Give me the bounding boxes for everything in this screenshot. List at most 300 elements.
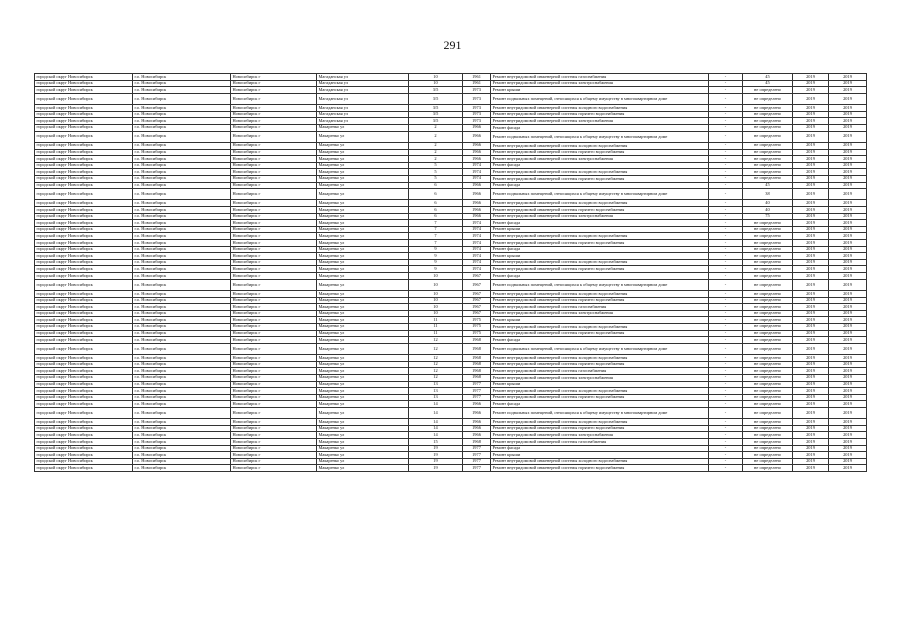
municipality-cell: городской округ Новосибирск: [35, 246, 133, 253]
year-from-cell: 2019: [793, 226, 829, 233]
cost-cell: не определено: [743, 273, 793, 280]
work-type-cell: Ремонт фасада: [491, 401, 709, 408]
year-to-cell: 2019: [829, 142, 867, 149]
locality-cell: Новосибирск г: [231, 175, 317, 182]
municipality-cell: городской округ Новосибирск: [35, 131, 133, 142]
house-number-cell: 3/5: [409, 111, 463, 118]
cost-cell: не определено: [743, 323, 793, 330]
year-to-cell: 2019: [829, 233, 867, 240]
table-row: [35, 279, 867, 290]
house-number-cell: 10: [409, 304, 463, 311]
year-built-cell: 1966: [463, 131, 491, 142]
year-to-cell: 2019: [829, 105, 867, 112]
cost-cell: 45: [743, 182, 793, 189]
locality-cell: Новосибирск г: [231, 343, 317, 354]
locality-cell: Новосибирск г: [231, 388, 317, 395]
year-to-cell: 2019: [829, 131, 867, 142]
municipality-cell: городской округ Новосибирск: [35, 213, 133, 220]
year-built-cell: 1977: [463, 381, 491, 388]
table-row: [35, 458, 867, 465]
locality-cell: Новосибирск г: [231, 323, 317, 330]
street-cell: Макаренко ул: [317, 200, 409, 207]
municipality-cell: городской округ Новосибирск: [35, 401, 133, 408]
year-from-cell: 2019: [793, 259, 829, 266]
settlement-cell: г.о. Новосибирск: [133, 74, 231, 81]
year-built-cell: 1974: [463, 226, 491, 233]
table-row: [35, 240, 867, 247]
dash-cell: -: [709, 361, 743, 368]
year-from-cell: 2019: [793, 317, 829, 324]
locality-cell: Новосибирск г: [231, 465, 317, 472]
municipality-cell: городской округ Новосибирск: [35, 233, 133, 240]
table-row: [35, 445, 867, 452]
table-row: [35, 80, 867, 87]
settlement-cell: г.о. Новосибирск: [133, 458, 231, 465]
year-to-cell: 2019: [829, 279, 867, 290]
year-from-cell: 2019: [793, 207, 829, 214]
cost-cell: не определено: [743, 388, 793, 395]
locality-cell: Новосибирск г: [231, 169, 317, 176]
work-type-cell: Ремонт внутридомовой инженерной системы газоснабжения: [491, 439, 709, 446]
house-number-cell: 6: [409, 213, 463, 220]
year-to-cell: 2019: [829, 323, 867, 330]
table-row: [35, 200, 867, 207]
street-cell: Макаренко ул: [317, 394, 409, 401]
house-number-cell: 9: [409, 266, 463, 273]
dash-cell: -: [709, 279, 743, 290]
year-from-cell: 2019: [793, 310, 829, 317]
year-to-cell: 2019: [829, 200, 867, 207]
year-from-cell: 2019: [793, 266, 829, 273]
municipality-cell: городской округ Новосибирск: [35, 361, 133, 368]
dash-cell: -: [709, 87, 743, 94]
table-row: [35, 175, 867, 182]
work-type-cell: Ремонт подвальных помещений, относящихся к общему имуществу в многоквартирном доме: [491, 279, 709, 290]
street-cell: Макаренко ул: [317, 182, 409, 189]
locality-cell: Новосибирск г: [231, 394, 317, 401]
table-row: [35, 87, 867, 94]
settlement-cell: г.о. Новосибирск: [133, 213, 231, 220]
work-type-cell: Ремонт внутридомовой инженерной системы горячего водоснабжения: [491, 175, 709, 182]
work-type-cell: Ремонт внутридомовой инженерной системы горячего водоснабжения: [491, 297, 709, 304]
dash-cell: -: [709, 337, 743, 344]
year-from-cell: 2019: [793, 220, 829, 227]
table-row: [35, 74, 867, 81]
house-number-cell: 14: [409, 401, 463, 408]
house-number-cell: 12: [409, 343, 463, 354]
street-cell: Макаренко ул: [317, 368, 409, 375]
house-number-cell: 10: [409, 310, 463, 317]
dash-cell: -: [709, 273, 743, 280]
work-type-cell: Ремонт внутридомовой инженерной системы горячего водоснабжения: [491, 111, 709, 118]
table-row: [35, 266, 867, 273]
work-type-cell: Ремонт внутридомовой инженерной системы горячего водоснабжения: [491, 465, 709, 472]
year-from-cell: 2019: [793, 169, 829, 176]
year-from-cell: 2019: [793, 361, 829, 368]
year-built-cell: 1966: [463, 432, 491, 439]
municipality-cell: городской округ Новосибирск: [35, 169, 133, 176]
settlement-cell: г.о. Новосибирск: [133, 279, 231, 290]
year-from-cell: 2019: [793, 131, 829, 142]
street-cell: Макаренко ул: [317, 226, 409, 233]
year-from-cell: 2019: [793, 439, 829, 446]
dash-cell: -: [709, 182, 743, 189]
year-from-cell: 2019: [793, 381, 829, 388]
dash-cell: -: [709, 156, 743, 163]
cost-cell: не определено: [743, 169, 793, 176]
year-built-cell: 1966: [463, 407, 491, 418]
year-built-cell: 1975: [463, 323, 491, 330]
year-built-cell: 1967: [463, 304, 491, 311]
settlement-cell: г.о. Новосибирск: [133, 394, 231, 401]
year-to-cell: 2019: [829, 445, 867, 452]
house-number-cell: 10: [409, 279, 463, 290]
house-number-cell: 12: [409, 361, 463, 368]
year-built-cell: 1966: [463, 182, 491, 189]
municipality-cell: городской округ Новосибирск: [35, 279, 133, 290]
cost-cell: не определено: [743, 310, 793, 317]
work-type-cell: Ремонт внутридомовой инженерной системы электроснабжения: [491, 213, 709, 220]
cost-cell: не определено: [743, 337, 793, 344]
year-built-cell: 1973: [463, 87, 491, 94]
municipality-cell: городской округ Новосибирск: [35, 162, 133, 169]
street-cell: Макаренко ул: [317, 156, 409, 163]
cost-cell: не определено: [743, 419, 793, 426]
table-row: [35, 156, 867, 163]
dash-cell: -: [709, 394, 743, 401]
year-built-cell: 1977: [463, 458, 491, 465]
municipality-cell: городской округ Новосибирск: [35, 368, 133, 375]
table-row: [35, 253, 867, 260]
year-to-cell: 2019: [829, 124, 867, 131]
cost-cell: 38: [743, 189, 793, 200]
municipality-cell: городской округ Новосибирск: [35, 310, 133, 317]
street-cell: Макаренко ул: [317, 317, 409, 324]
street-cell: Макаренко ул: [317, 259, 409, 266]
table-row: [35, 226, 867, 233]
street-cell: Макаренко ул: [317, 240, 409, 247]
work-type-cell: Ремонт внутридомовой инженерной системы холодного водоснабжения: [491, 323, 709, 330]
work-type-cell: Ремонт внутридомовой инженерной системы холодного водоснабжения: [491, 419, 709, 426]
cost-cell: не определено: [743, 368, 793, 375]
house-number-cell: 13: [409, 394, 463, 401]
cost-cell: не определено: [743, 266, 793, 273]
year-to-cell: 2019: [829, 80, 867, 87]
locality-cell: Новосибирск г: [231, 131, 317, 142]
cost-cell: не определено: [743, 465, 793, 472]
table-row: [35, 291, 867, 298]
year-to-cell: 2019: [829, 355, 867, 362]
year-to-cell: 2019: [829, 220, 867, 227]
locality-cell: Новосибирск г: [231, 452, 317, 459]
street-cell: Макаренко ул: [317, 407, 409, 418]
year-to-cell: 2019: [829, 74, 867, 81]
work-type-cell: Ремонт фасада: [491, 124, 709, 131]
settlement-cell: г.о. Новосибирск: [133, 131, 231, 142]
year-from-cell: 2019: [793, 80, 829, 87]
settlement-cell: г.о. Новосибирск: [133, 259, 231, 266]
locality-cell: Новосибирск г: [231, 297, 317, 304]
cost-cell: не определено: [743, 317, 793, 324]
year-to-cell: 2019: [829, 297, 867, 304]
work-type-cell: Ремонт фасада: [491, 337, 709, 344]
street-cell: Магаданская ул: [317, 80, 409, 87]
year-built-cell: 1974: [463, 259, 491, 266]
year-from-cell: 2019: [793, 330, 829, 337]
year-built-cell: 1967: [463, 310, 491, 317]
year-built-cell: 1968: [463, 439, 491, 446]
house-number-cell: 12: [409, 368, 463, 375]
dash-cell: -: [709, 465, 743, 472]
year-to-cell: 2019: [829, 156, 867, 163]
cost-cell: не определено: [743, 156, 793, 163]
year-built-cell: 1974: [463, 169, 491, 176]
street-cell: Макаренко ул: [317, 374, 409, 381]
street-cell: Макаренко ул: [317, 246, 409, 253]
locality-cell: Новосибирск г: [231, 407, 317, 418]
year-built-cell: 1968: [463, 337, 491, 344]
year-to-cell: 2019: [829, 149, 867, 156]
street-cell: Макаренко ул: [317, 439, 409, 446]
year-built-cell: 1967: [463, 297, 491, 304]
cost-cell: не определено: [743, 105, 793, 112]
house-number-cell: 6: [409, 182, 463, 189]
table-row: [35, 207, 867, 214]
street-cell: Макаренко ул: [317, 337, 409, 344]
settlement-cell: г.о. Новосибирск: [133, 374, 231, 381]
year-built-cell: 1967: [463, 291, 491, 298]
street-cell: Макаренко ул: [317, 343, 409, 354]
street-cell: Магаданская ул: [317, 111, 409, 118]
year-from-cell: 2019: [793, 407, 829, 418]
street-cell: Макаренко ул: [317, 124, 409, 131]
dash-cell: -: [709, 253, 743, 260]
year-from-cell: 2019: [793, 273, 829, 280]
locality-cell: Новосибирск г: [231, 266, 317, 273]
work-type-cell: Ремонт крыши: [491, 226, 709, 233]
house-number-cell: 7: [409, 240, 463, 247]
year-built-cell: 1966: [463, 213, 491, 220]
work-type-cell: Ремонт фасада: [491, 162, 709, 169]
house-number-cell: 19: [409, 452, 463, 459]
house-number-cell: 12: [409, 374, 463, 381]
street-cell: Макаренко ул: [317, 291, 409, 298]
settlement-cell: г.о. Новосибирск: [133, 381, 231, 388]
table-row: [35, 169, 867, 176]
settlement-cell: г.о. Новосибирск: [133, 407, 231, 418]
capital-repair-table-sheet: [34, 73, 866, 472]
year-built-cell: 1974: [463, 240, 491, 247]
settlement-cell: г.о. Новосибирск: [133, 124, 231, 131]
house-number-cell: 2: [409, 124, 463, 131]
year-to-cell: 2019: [829, 465, 867, 472]
year-to-cell: 2019: [829, 253, 867, 260]
table-row: [35, 330, 867, 337]
year-from-cell: 2019: [793, 240, 829, 247]
dash-cell: -: [709, 317, 743, 324]
year-from-cell: 2019: [793, 124, 829, 131]
cost-cell: не определено: [743, 124, 793, 131]
dash-cell: -: [709, 388, 743, 395]
settlement-cell: г.о. Новосибирск: [133, 337, 231, 344]
locality-cell: Новосибирск г: [231, 162, 317, 169]
cost-cell: не определено: [743, 291, 793, 298]
year-built-cell: 1968: [463, 374, 491, 381]
house-number-cell: 5: [409, 175, 463, 182]
dash-cell: -: [709, 93, 743, 104]
year-to-cell: 2019: [829, 213, 867, 220]
locality-cell: Новосибирск г: [231, 381, 317, 388]
year-from-cell: 2019: [793, 175, 829, 182]
work-type-cell: Ремонт фасада: [491, 445, 709, 452]
settlement-cell: г.о. Новосибирск: [133, 142, 231, 149]
work-type-cell: Ремонт фасада: [491, 273, 709, 280]
street-cell: Макаренко ул: [317, 304, 409, 311]
cost-cell: не определено: [743, 118, 793, 125]
settlement-cell: г.о. Новосибирск: [133, 93, 231, 104]
municipality-cell: городской округ Новосибирск: [35, 142, 133, 149]
cost-cell: не определено: [743, 425, 793, 432]
municipality-cell: городской округ Новосибирск: [35, 273, 133, 280]
year-from-cell: 2019: [793, 200, 829, 207]
municipality-cell: городской округ Новосибирск: [35, 381, 133, 388]
cost-cell: не определено: [743, 343, 793, 354]
work-type-cell: Ремонт подвальных помещений, относящихся к общему имуществу в многоквартирном доме: [491, 93, 709, 104]
year-built-cell: 1974: [463, 220, 491, 227]
dash-cell: -: [709, 169, 743, 176]
table-row: [35, 304, 867, 311]
year-built-cell: 1974: [463, 162, 491, 169]
year-built-cell: 1973: [463, 118, 491, 125]
house-number-cell: 3/5: [409, 105, 463, 112]
work-type-cell: Ремонт крыши: [491, 253, 709, 260]
year-from-cell: 2019: [793, 445, 829, 452]
year-from-cell: 2019: [793, 87, 829, 94]
settlement-cell: г.о. Новосибирск: [133, 355, 231, 362]
year-from-cell: 2019: [793, 291, 829, 298]
year-from-cell: 2019: [793, 105, 829, 112]
year-to-cell: 2019: [829, 317, 867, 324]
year-to-cell: 2019: [829, 240, 867, 247]
year-from-cell: 2019: [793, 74, 829, 81]
municipality-cell: городской округ Новосибирск: [35, 226, 133, 233]
street-cell: Макаренко ул: [317, 452, 409, 459]
year-built-cell: 1977: [463, 465, 491, 472]
municipality-cell: городской округ Новосибирск: [35, 175, 133, 182]
street-cell: Макаренко ул: [317, 297, 409, 304]
work-type-cell: Ремонт фасада: [491, 182, 709, 189]
settlement-cell: г.о. Новосибирск: [133, 169, 231, 176]
work-type-cell: Ремонт внутридомовой инженерной системы электроснабжения: [491, 374, 709, 381]
work-type-cell: Ремонт фасада: [491, 220, 709, 227]
cost-cell: не определено: [743, 142, 793, 149]
street-cell: Макаренко ул: [317, 419, 409, 426]
house-number-cell: 14: [409, 425, 463, 432]
cost-cell: 45: [743, 74, 793, 81]
year-from-cell: 2019: [793, 374, 829, 381]
house-number-cell: 7: [409, 220, 463, 227]
street-cell: Магаданская ул: [317, 87, 409, 94]
dash-cell: -: [709, 240, 743, 247]
house-number-cell: 5: [409, 162, 463, 169]
table-row: [35, 419, 867, 426]
work-type-cell: Ремонт внутридомовой инженерной системы холодного водоснабжения: [491, 388, 709, 395]
street-cell: Макаренко ул: [317, 175, 409, 182]
year-built-cell: 1977: [463, 394, 491, 401]
street-cell: Макаренко ул: [317, 233, 409, 240]
settlement-cell: г.о. Новосибирск: [133, 233, 231, 240]
cost-cell: не определено: [743, 111, 793, 118]
year-from-cell: 2019: [793, 142, 829, 149]
cost-cell: не определено: [743, 279, 793, 290]
cost-cell: не определено: [743, 149, 793, 156]
dash-cell: -: [709, 355, 743, 362]
year-built-cell: 1966: [463, 401, 491, 408]
dash-cell: -: [709, 259, 743, 266]
dash-cell: -: [709, 131, 743, 142]
work-type-cell: Ремонт внутридомовой инженерной системы электроснабжения: [491, 310, 709, 317]
dash-cell: -: [709, 220, 743, 227]
work-type-cell: Ремонт внутридомовой инженерной системы газоснабжения: [491, 74, 709, 81]
house-number-cell: 5: [409, 169, 463, 176]
table-row: [35, 162, 867, 169]
street-cell: Магаданская ул: [317, 93, 409, 104]
work-type-cell: Ремонт внутридомовой инженерной системы холодного водоснабжения: [491, 105, 709, 112]
locality-cell: Новосибирск г: [231, 200, 317, 207]
municipality-cell: городской округ Новосибирск: [35, 291, 133, 298]
year-built-cell: 1975: [463, 330, 491, 337]
settlement-cell: г.о. Новосибирск: [133, 368, 231, 375]
settlement-cell: г.о. Новосибирск: [133, 419, 231, 426]
cost-cell: не определено: [743, 361, 793, 368]
work-type-cell: Ремонт внутридомовой инженерной системы горячего водоснабжения: [491, 240, 709, 247]
municipality-cell: городской округ Новосибирск: [35, 343, 133, 354]
house-number-cell: 7: [409, 226, 463, 233]
dash-cell: -: [709, 246, 743, 253]
dash-cell: -: [709, 266, 743, 273]
year-to-cell: 2019: [829, 207, 867, 214]
street-cell: Макаренко ул: [317, 149, 409, 156]
locality-cell: Новосибирск г: [231, 80, 317, 87]
house-number-cell: 10: [409, 297, 463, 304]
work-type-cell: Ремонт подвальных помещений, относящихся к общему имуществу в многоквартирном доме: [491, 343, 709, 354]
work-type-cell: Ремонт крыши: [491, 317, 709, 324]
table-row: [35, 213, 867, 220]
work-type-cell: Ремонт внутридомовой инженерной системы холодного водоснабжения: [491, 200, 709, 207]
locality-cell: Новосибирск г: [231, 93, 317, 104]
year-built-cell: 1966: [463, 156, 491, 163]
house-number-cell: 10: [409, 273, 463, 280]
municipality-cell: городской округ Новосибирск: [35, 425, 133, 432]
locality-cell: Новосибирск г: [231, 74, 317, 81]
settlement-cell: г.о. Новосибирск: [133, 253, 231, 260]
house-number-cell: 3/5: [409, 118, 463, 125]
table-row: [35, 105, 867, 112]
municipality-cell: городской округ Новосибирск: [35, 182, 133, 189]
table-row: [35, 149, 867, 156]
year-from-cell: 2019: [793, 149, 829, 156]
dash-cell: -: [709, 124, 743, 131]
work-type-cell: Ремонт внутридомовой инженерной системы электроснабжения: [491, 156, 709, 163]
dash-cell: -: [709, 419, 743, 426]
work-type-cell: Ремонт внутридомовой инженерной системы холодного водоснабжения: [491, 291, 709, 298]
table-body: [35, 74, 867, 472]
street-cell: Макаренко ул: [317, 401, 409, 408]
year-to-cell: 2019: [829, 118, 867, 125]
dash-cell: -: [709, 425, 743, 432]
house-number-cell: 15: [409, 439, 463, 446]
table-row: [35, 439, 867, 446]
